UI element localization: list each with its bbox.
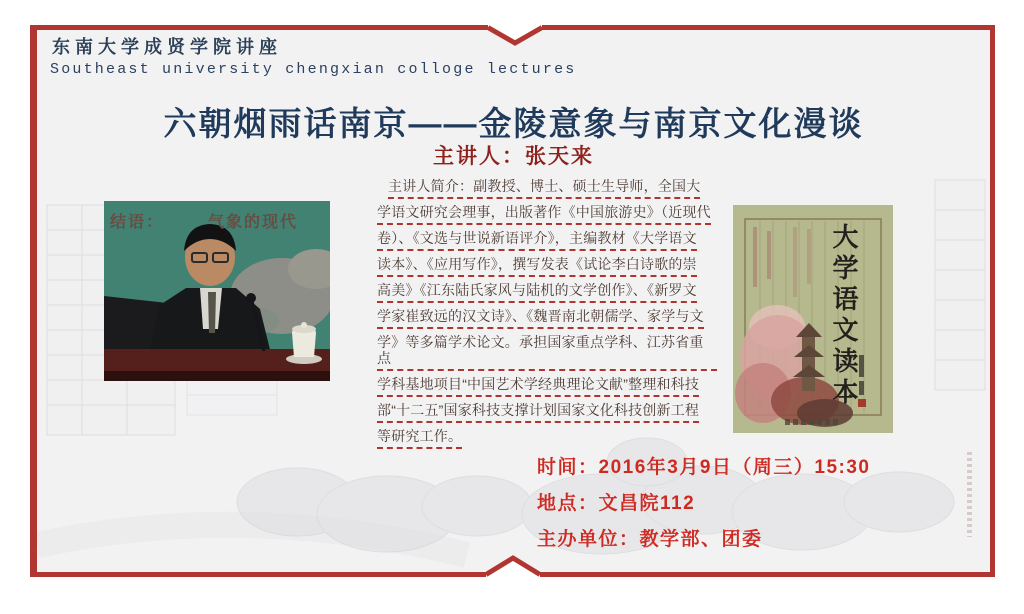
bio-line: 主讲人简介：副教授、博士、硕士生导师，全国大 [377, 178, 717, 199]
event-info [537, 450, 871, 558]
bio-line: 学家崔致远的汉文诗》、《魏晋南北朝儒学、家学与文 [377, 308, 717, 329]
bio-line: 卷）、《文选与世说新语评介》，主编教材《大学语文 [377, 230, 717, 251]
book-cover [733, 205, 893, 433]
border-notch-down-icon [488, 23, 542, 49]
bio-line: 部“十二五”国家科技支撑计划国家文化科技创新工程 [377, 402, 717, 423]
event-location: 地点：文昌院112 [537, 493, 696, 514]
book-cover-illustration [733, 205, 893, 433]
bio-line: 高美》《江东陆氏家风与陆机的文学创作》、《新罗文 [377, 282, 717, 303]
bio-line: 学》等多篇学术论文。承担国家重点学科、江苏省重点 [377, 334, 717, 371]
bio-line: 学语文研究会理事，出版著作《中国旅游史》（近现代 [377, 204, 717, 225]
bio-line: 读本》、《应用写作》，撰写发表《试论李白诗歌的崇 [377, 256, 717, 277]
lecture-title: 六朝烟雨话南京——金陵意象与南京文化漫谈 [163, 105, 864, 142]
speaker-bio [377, 178, 717, 454]
college-name-en: Southeast university chengxian colloge lectures [50, 61, 577, 78]
border-notch-up-icon [486, 551, 540, 577]
projection-screen-text-left: 结语： [110, 214, 165, 231]
bio-line: 等研究工作。 [377, 428, 717, 449]
speaker-name: 主讲人：张天来 [433, 145, 594, 168]
event-organizer: 主办单位：教学部、团委 [537, 529, 763, 550]
college-name-cn: 东南大学成贤学院讲座 [52, 37, 282, 57]
book-title: 大学语文读本 [829, 223, 858, 409]
speaker-photo [104, 201, 330, 381]
projection-screen-text-right: 气象的现代 [208, 214, 299, 231]
event-time: 时间：2016年3月9日（周三）15:30 [537, 457, 871, 478]
side-watermark-text [967, 452, 972, 537]
poster-border-frame [30, 25, 995, 577]
bio-line: 学科基地项目“中国艺术学经典理论文献”整理和科技 [377, 376, 717, 397]
